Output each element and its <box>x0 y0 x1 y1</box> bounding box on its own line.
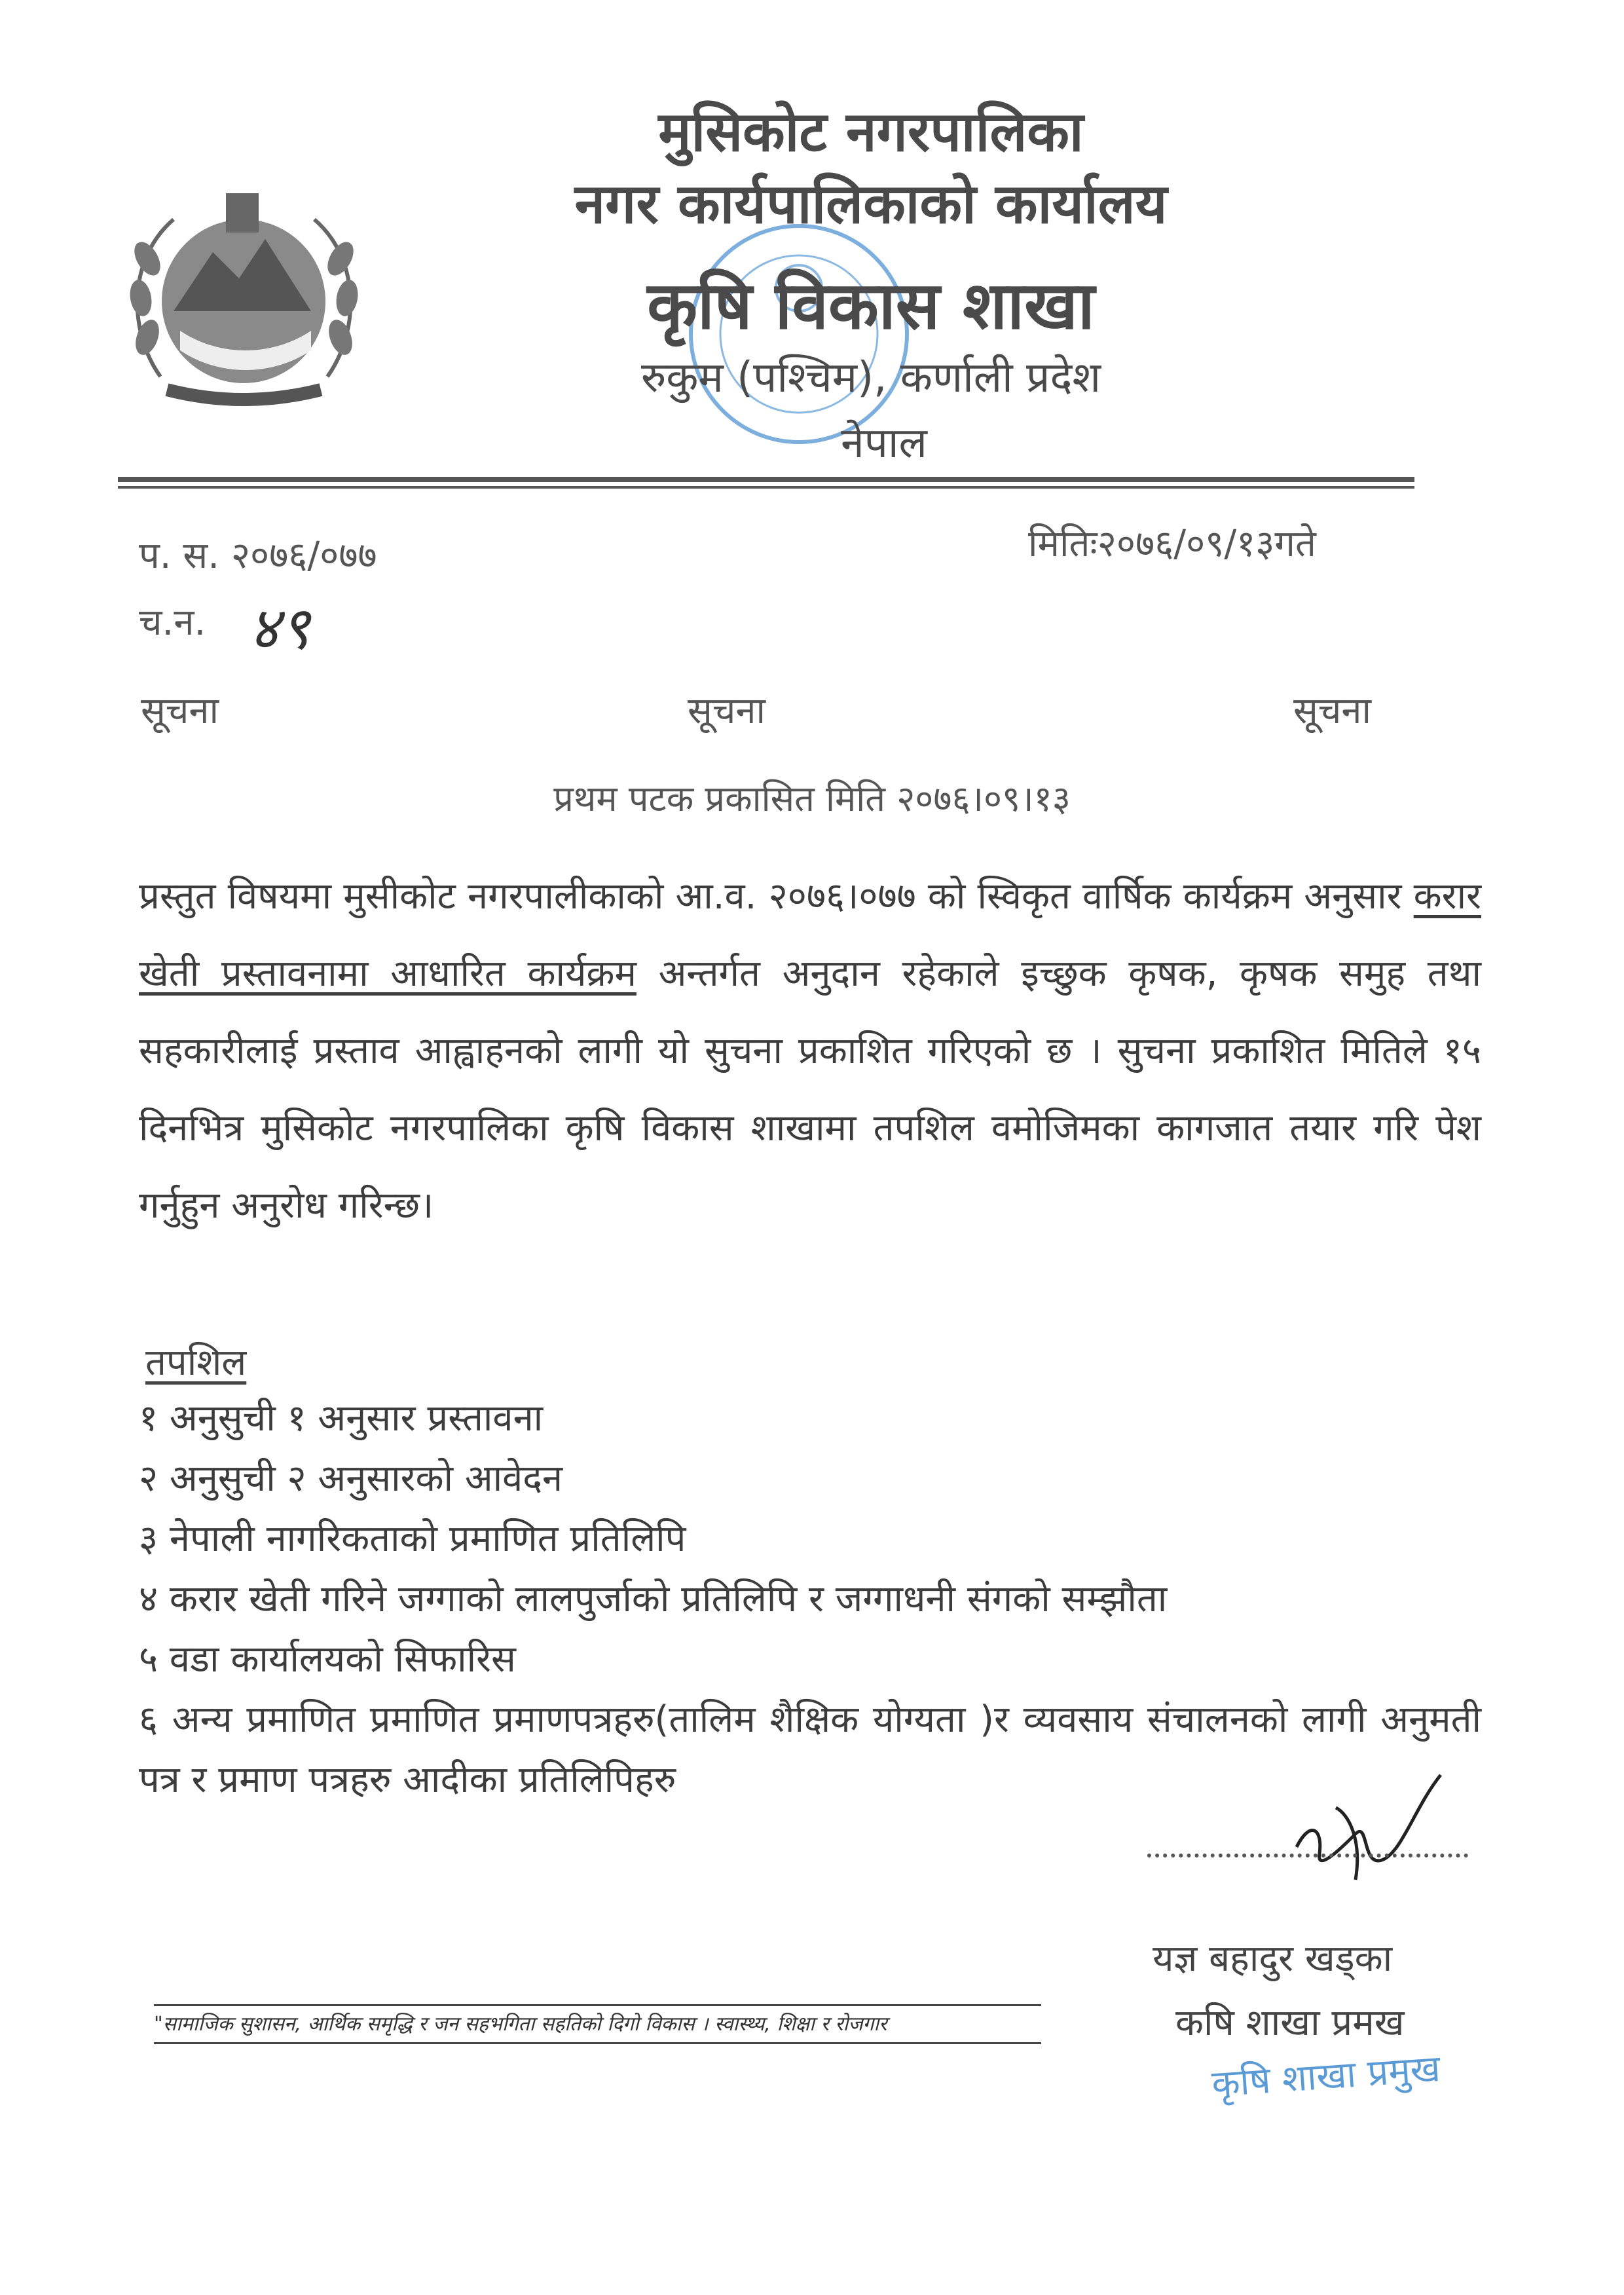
list-item: १ अनुसुची १ अनुसार प्रस्तावना <box>139 1397 544 1440</box>
reference-number: प. स. २०७६/०७७ <box>139 534 377 577</box>
header-rule-thin <box>118 486 1414 489</box>
list-item: ६ अन्य प्रमाणित प्रमाणित प्रमाणपत्रहरु(तालिम शैक्षिक योग्यता )र व्यवसाय संचालनको लागी अनुमती पत्र र प्रमाण पत्रहरु आदीका प्रतिलिपिहरु <box>139 1698 1481 1801</box>
municipality-name: मुसिकोट नगरपालिका <box>658 100 1084 164</box>
title-stamp: कृषि शाखा प्रमुख <box>1210 2047 1442 2106</box>
list-item: २ अनुसुची २ अनुसारको आवेदन <box>139 1457 563 1500</box>
body-text-start: प्रस्तुत विषयमा मुसीकोट नगरपालीकाको आ.व. २०७६।०७७ को स्विकृत वार्षिक कार्यक्रम अनुसार <box>139 875 1414 918</box>
signatory-title: कषि शाखा प्रमख <box>1175 2002 1405 2044</box>
notice-word-right: सूचना <box>1293 690 1371 732</box>
header-rule <box>118 477 1414 482</box>
signatory-name: यज्ञ बहादुर खड्का <box>1153 1937 1393 1980</box>
letter-date: मितिः२०७६/०९/१३गते <box>1028 523 1316 565</box>
list-item: ३ नेपाली नागरिकताको प्रमाणित प्रतिलिपि <box>139 1518 686 1560</box>
footer-slogan: "सामाजिक सुशासन, आर्थिक समृद्धि र जन सहभगिता सहतिको दिगो विकास । स्वास्थ्य, शिक्षा र रोजगार <box>154 2013 887 2036</box>
published-date-line: प्रथम पटक प्रकासित मिति २०७६।०९।१३ <box>553 778 1071 819</box>
country-name: नेपाल <box>841 419 927 468</box>
footer-rule-bottom <box>154 2042 1041 2044</box>
handwritten-signature <box>1283 1768 1454 1893</box>
notice-word-left: सूचना <box>141 690 219 732</box>
notice-body <box>139 858 1481 1244</box>
dispatch-label: च.न. <box>139 601 206 644</box>
footer-rule-top <box>154 2004 1041 2006</box>
district-province: रुकुम (पश्चिम), कर्णाली प्रदेश <box>641 354 1101 402</box>
list-item: ५ वडा कार्यालयको सिफारिस <box>139 1638 516 1681</box>
list-item: ४ करार खेती गरिने जग्गाको लालपुर्जाको प्रतिलिपि र जग्गाधनी संगको सम्झौता <box>139 1578 1168 1620</box>
signature-line <box>1147 1854 1468 1857</box>
documents-list <box>139 1389 1481 1810</box>
program-name: करार खेती प्रस्तावनामा आधारित कार्यक्रम <box>139 875 1481 995</box>
office-name: नगर कार्यपालिकाको कार्यालय <box>574 172 1168 236</box>
body-text-end: अन्तर्गत अनुदान रहेकाले इच्छुक कृषक, कृषक समुह तथा सहकारीलाई प्रस्ताव आह्वाहनको लागी यो सुचना प्रकाशित गरिएको छ । सुचना प्रकाशित मितिले १५ दिनभित्र मुसिकोट नगरपालिका कृषि विकास शाखामा तपशिल वमोजिमका कागजात तयार गरि पेश गर्नुहुन अनुरोध गरिन्छ। <box>139 952 1481 1227</box>
details-heading: तपशिल <box>145 1341 247 1384</box>
notice-word-center: सूचना <box>688 690 766 732</box>
branch-name: कृषि विकास शाखा <box>647 267 1095 344</box>
dispatch-number: ४९ <box>249 594 310 663</box>
